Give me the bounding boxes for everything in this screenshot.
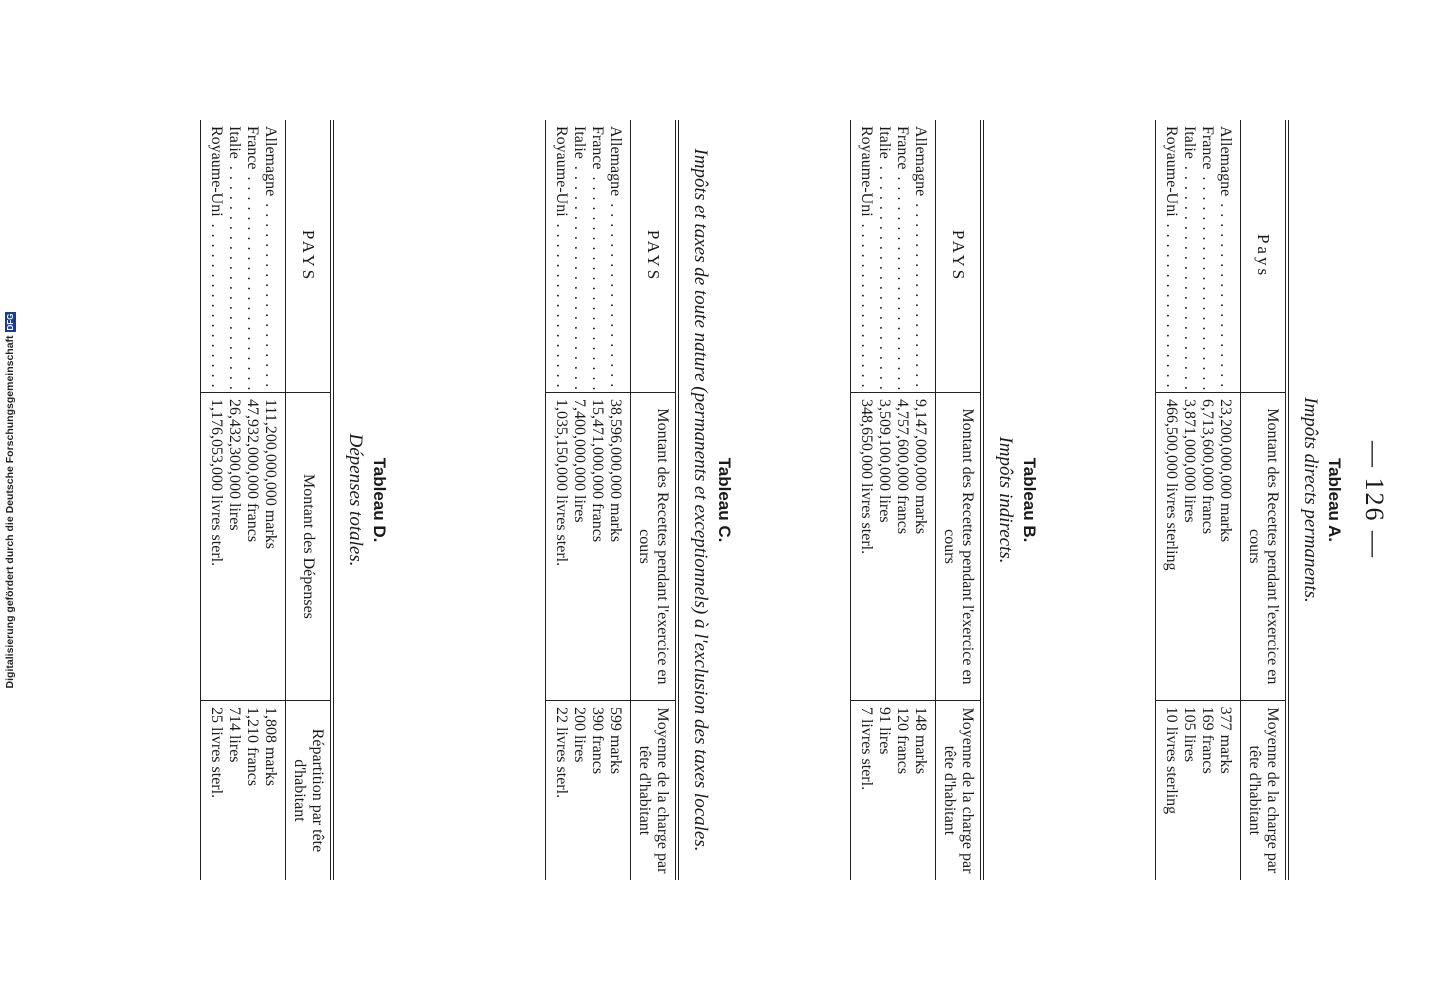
amount-cell: 6,713,600,000 francs xyxy=(1198,393,1216,701)
amount-cell: 466,500,000 livres sterling xyxy=(1156,393,1181,701)
table-a xyxy=(1155,120,1289,880)
table-row xyxy=(201,120,226,880)
average-cell: 7 livres sterl. xyxy=(851,700,876,880)
country-cell: Italie . . . xyxy=(570,120,588,393)
table-c-title: Tableau C. xyxy=(715,457,734,543)
column-header-country: PAYS xyxy=(936,120,983,393)
table-a-title: Tableau A. xyxy=(1325,457,1344,543)
table-a-block xyxy=(1155,120,1344,880)
amount-cell: 47,932,000,000 francs xyxy=(243,393,261,701)
digitization-credit xyxy=(0,0,20,1000)
table-c xyxy=(545,120,679,880)
amount-cell: 3,509,100,000 lires xyxy=(875,393,893,701)
country-cell: France . . . xyxy=(588,120,606,393)
average-cell: 200 lires xyxy=(570,700,588,880)
dfg-logo: DFG xyxy=(5,313,15,331)
average-cell: 10 livres sterling xyxy=(1156,700,1181,880)
average-cell: 148 marks xyxy=(911,700,936,880)
country-cell: France . . . xyxy=(1198,120,1216,393)
column-header-average: Moyenne de la charge par tête d'habitant xyxy=(631,700,678,880)
table-row xyxy=(261,120,286,880)
amount-cell: 1,176,053,000 livres sterl. xyxy=(201,393,226,701)
average-cell: 390 francs xyxy=(588,700,606,880)
table-d-block xyxy=(200,120,389,880)
table-row xyxy=(1198,120,1216,880)
amount-cell: 9,147,000,000 marks xyxy=(911,393,936,701)
amount-cell: 348,650,000 livres sterl. xyxy=(851,393,876,701)
country-cell: Royaume-Uni . . . xyxy=(851,120,876,393)
country-cell: Royaume-Uni . . . xyxy=(1156,120,1181,393)
table-row xyxy=(588,120,606,880)
table-row xyxy=(875,120,893,880)
table-a-subtitle: Impôts directs permanents. xyxy=(1300,397,1321,603)
table-row xyxy=(1156,120,1181,880)
table-row xyxy=(911,120,936,880)
column-header-amount: Montant des Recettes pendant l'exercice en cours xyxy=(1241,393,1288,701)
column-header-country: PAYS xyxy=(286,120,333,393)
table-row xyxy=(893,120,911,880)
average-cell: 599 marks xyxy=(606,700,631,880)
table-row xyxy=(570,120,588,880)
average-cell: 105 lires xyxy=(1180,700,1198,880)
country-cell: Allemagne . . . xyxy=(911,120,936,393)
table-row xyxy=(1216,120,1241,880)
column-header-average: Moyenne de la charge par tête d'habitant xyxy=(936,700,983,880)
country-cell: France . . . xyxy=(893,120,911,393)
table-b-title: Tableau B. xyxy=(1020,457,1039,543)
average-cell: 1,808 marks xyxy=(261,700,286,880)
table-row xyxy=(243,120,261,880)
amount-cell: 3,871,000,000 lires xyxy=(1180,393,1198,701)
average-cell: 91 lires xyxy=(875,700,893,880)
table-row xyxy=(546,120,571,880)
average-cell: 1,210 francs xyxy=(243,700,261,880)
table-c-subtitle: Impôts et taxes de toute nature (permanents et exceptionnels) à l'exclusion des taxes locales. xyxy=(690,148,711,852)
country-cell: France . . . xyxy=(243,120,261,393)
table-d-title: Tableau D. xyxy=(370,457,389,543)
table-d-subtitle: Dépenses totales. xyxy=(345,433,366,567)
amount-cell: 38,596,000,000 marks xyxy=(606,393,631,701)
average-cell: 25 livres sterl. xyxy=(201,700,226,880)
column-header-amount: Montant des Recettes pendant l'exercice en cours xyxy=(631,393,678,701)
country-cell: Royaume-Uni . . . xyxy=(546,120,571,393)
average-cell: 377 marks xyxy=(1216,700,1241,880)
table-row xyxy=(851,120,876,880)
table-row xyxy=(606,120,631,880)
table-b-block xyxy=(850,120,1039,880)
amount-cell: 26,432,300,000 lires xyxy=(225,393,243,701)
column-header-country: PAYS xyxy=(631,120,678,393)
country-cell: Allemagne . . . xyxy=(261,120,286,393)
country-cell: Royaume-Uni . . . xyxy=(201,120,226,393)
table-row xyxy=(1180,120,1198,880)
column-header-amount: Montant des Dépenses xyxy=(286,393,333,701)
average-cell: 169 francs xyxy=(1198,700,1216,880)
amount-cell: 23,200,000,000 marks xyxy=(1216,393,1241,701)
average-cell: 714 lires xyxy=(225,700,243,880)
amount-cell: 111,200,000,000 marks xyxy=(261,393,286,701)
average-cell: 120 francs xyxy=(893,700,911,880)
column-header-amount: Montant des Recettes pendant l'exercice en cours xyxy=(936,393,983,701)
country-cell: Allemagne . . . xyxy=(606,120,631,393)
country-cell: Italie . . . xyxy=(225,120,243,393)
average-cell: 22 livres sterl. xyxy=(546,700,571,880)
table-c-block xyxy=(545,120,734,880)
country-cell: Allemagne . . . xyxy=(1216,120,1241,393)
column-header-average: Répartition par tête d'habitant xyxy=(286,700,333,880)
column-header-average: Moyenne de la charge par tête d'habitant xyxy=(1241,700,1288,880)
amount-cell: 15,471,000,000 francs xyxy=(588,393,606,701)
table-b xyxy=(850,120,984,880)
table-row xyxy=(225,120,243,880)
amount-cell: 1,035,150,000 livres sterl. xyxy=(546,393,571,701)
amount-cell: 7,400,000,000 lires xyxy=(570,393,588,701)
country-cell: Italie . . . xyxy=(1180,120,1198,393)
table-b-subtitle: Impôts indirects. xyxy=(995,436,1016,564)
column-header-country: Pays xyxy=(1241,120,1288,393)
country-cell: Italie . . . xyxy=(875,120,893,393)
amount-cell: 4,757,600,000 francs xyxy=(893,393,911,701)
credit-text: Digitalisierung gefördert durch die Deutsche Forschungsgemeinschaft xyxy=(4,335,16,689)
table-d xyxy=(200,120,334,880)
page-number: — 126 — xyxy=(1360,441,1389,559)
